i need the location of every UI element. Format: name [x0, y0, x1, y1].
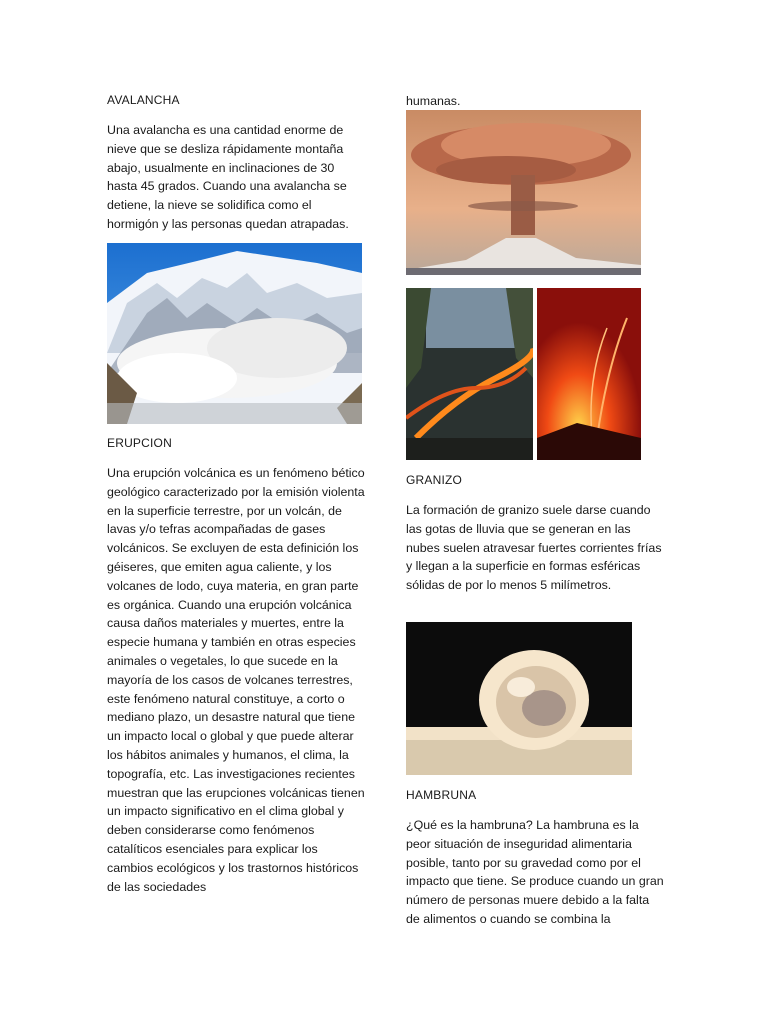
volcano-plume-photo [406, 110, 641, 275]
eruption-heading: ERUPCION [107, 436, 172, 450]
avalanche-text: Una avalancha es una cantidad enorme de nieve que se desliza rápidamente montaña abajo, usualmente en inclinaciones de 30 hasta 45 grados. Cuando una avalancha se detiene, la nieve se solidifica como el hormigón y las personas quedan atrapadas. [107, 123, 349, 231]
hail-heading: GRANIZO [406, 473, 463, 487]
famine-heading: HAMBRUNA [406, 788, 477, 802]
avalanche-heading: AVALANCHA [107, 93, 180, 107]
hailstone-photo [406, 622, 632, 775]
avalanche-photo [107, 243, 362, 424]
eruption-text: Una erupción volcánica es un fenómeno bético geológico caracterizado por la emisión violenta en la superficie terrestre, por un volcán, de lavas y/o tefras acompañadas de gases volcánicos. Se excluyen de esta definición los géiseres, que emiten agua caliente, y los volcanes de lodo, cuya materia, en gran parte es orgánica. Cuando una erupción volcánica causa daños materiales y muertes, entre la especie humana y también en otras especies animales o vegetales, lo que sucede en la mayoría de los casos de volcanes terrestres, este fenómeno natural constituye, a corto o mediano plazo, un desastre natural que tiene un impacto local o global y que puede alterar los hábitos animales y humanos, el clima, la topografía, etc. Las investigaciones recientes muestran que las erupciones volcánicas tienen un impacto significativo en el clima global y deben considerarse como fenómenos catalíticos esenciales para explicar los cambios ecológicos y los trastornos históricos de las sociedades [107, 466, 365, 894]
lava-fountain-photo [537, 288, 641, 460]
eruption-text-continuation: humanas. [406, 94, 461, 108]
hail-text: La formación de granizo suele darse cuando las gotas de lluvia que se generan en las nubes suelen atravesar fuertes corrientes frías y llegan a la superficie en formas esféricas sólidas de por lo menos 5 milímetros. [406, 503, 662, 593]
lava-flow-photo [406, 288, 533, 460]
famine-text: ¿Qué es la hambruna? La hambruna es la peor situación de inseguridad alimentaria posible, tanto por su gravedad como por el impacto que tiene. Se produce cuando un gran número de personas muere debido a la falta de alimentos o cuando se combina la [406, 818, 664, 926]
